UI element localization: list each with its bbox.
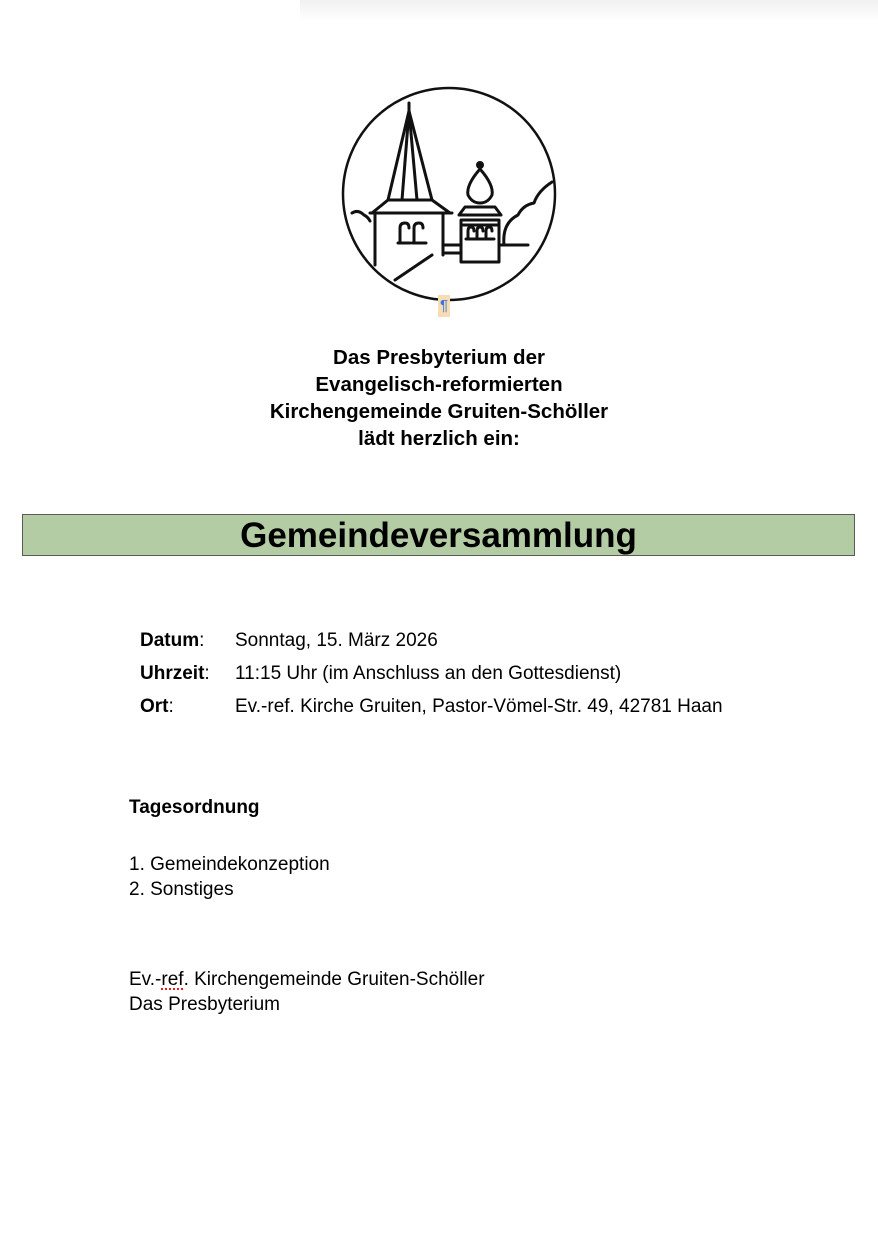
signature-line-2: Das Presbyterium	[129, 994, 280, 1015]
event-details	[140, 627, 723, 726]
agenda-item: 1. Gemeindekonzeption	[129, 854, 330, 875]
detail-row-datum	[140, 627, 723, 660]
intro-text	[0, 344, 878, 452]
signature-prefix: Ev.-	[129, 969, 162, 990]
church-logo-icon	[340, 85, 558, 303]
detail-colon: :	[204, 663, 210, 684]
agenda-item: 2. Sonstiges	[129, 879, 234, 900]
spellcheck-flagged-word[interactable]: ref	[161, 969, 184, 990]
detail-value: 11:15 Uhr (im Anschluss an den Gottesdienst)	[235, 663, 622, 684]
intro-line: Das Presbyterium der	[333, 346, 545, 369]
signature-line-1	[129, 967, 485, 992]
detail-colon: :	[168, 696, 174, 717]
agenda-list	[129, 852, 330, 902]
detail-label: Ort	[140, 696, 169, 717]
detail-row-ort	[140, 693, 723, 726]
detail-label: Datum	[140, 630, 200, 651]
signature-suffix: . Kirchengemeinde Gruiten-Schöller	[183, 969, 485, 990]
detail-label: Uhrzeit	[140, 663, 205, 684]
intro-line: Kirchengemeinde Gruiten-Schöller	[269, 400, 609, 423]
intro-line: Evangelisch-reformierten	[315, 373, 563, 396]
detail-value: Sonntag, 15. März 2026	[235, 630, 438, 651]
detail-value: Ev.-ref. Kirche Gruiten, Pastor-Vömel-Str. 49, 42781 Haan	[235, 696, 723, 717]
intro-line: lädt herzlich ein:	[358, 427, 520, 450]
detail-row-uhrzeit	[140, 660, 723, 693]
title-banner: Gemeindeversammlung	[22, 514, 855, 556]
signature-block	[129, 967, 485, 1017]
agenda-heading: Tagesordnung	[129, 797, 260, 818]
top-shadow	[300, 0, 878, 22]
detail-colon: :	[199, 630, 205, 651]
paragraph-mark: ¶	[438, 295, 450, 317]
